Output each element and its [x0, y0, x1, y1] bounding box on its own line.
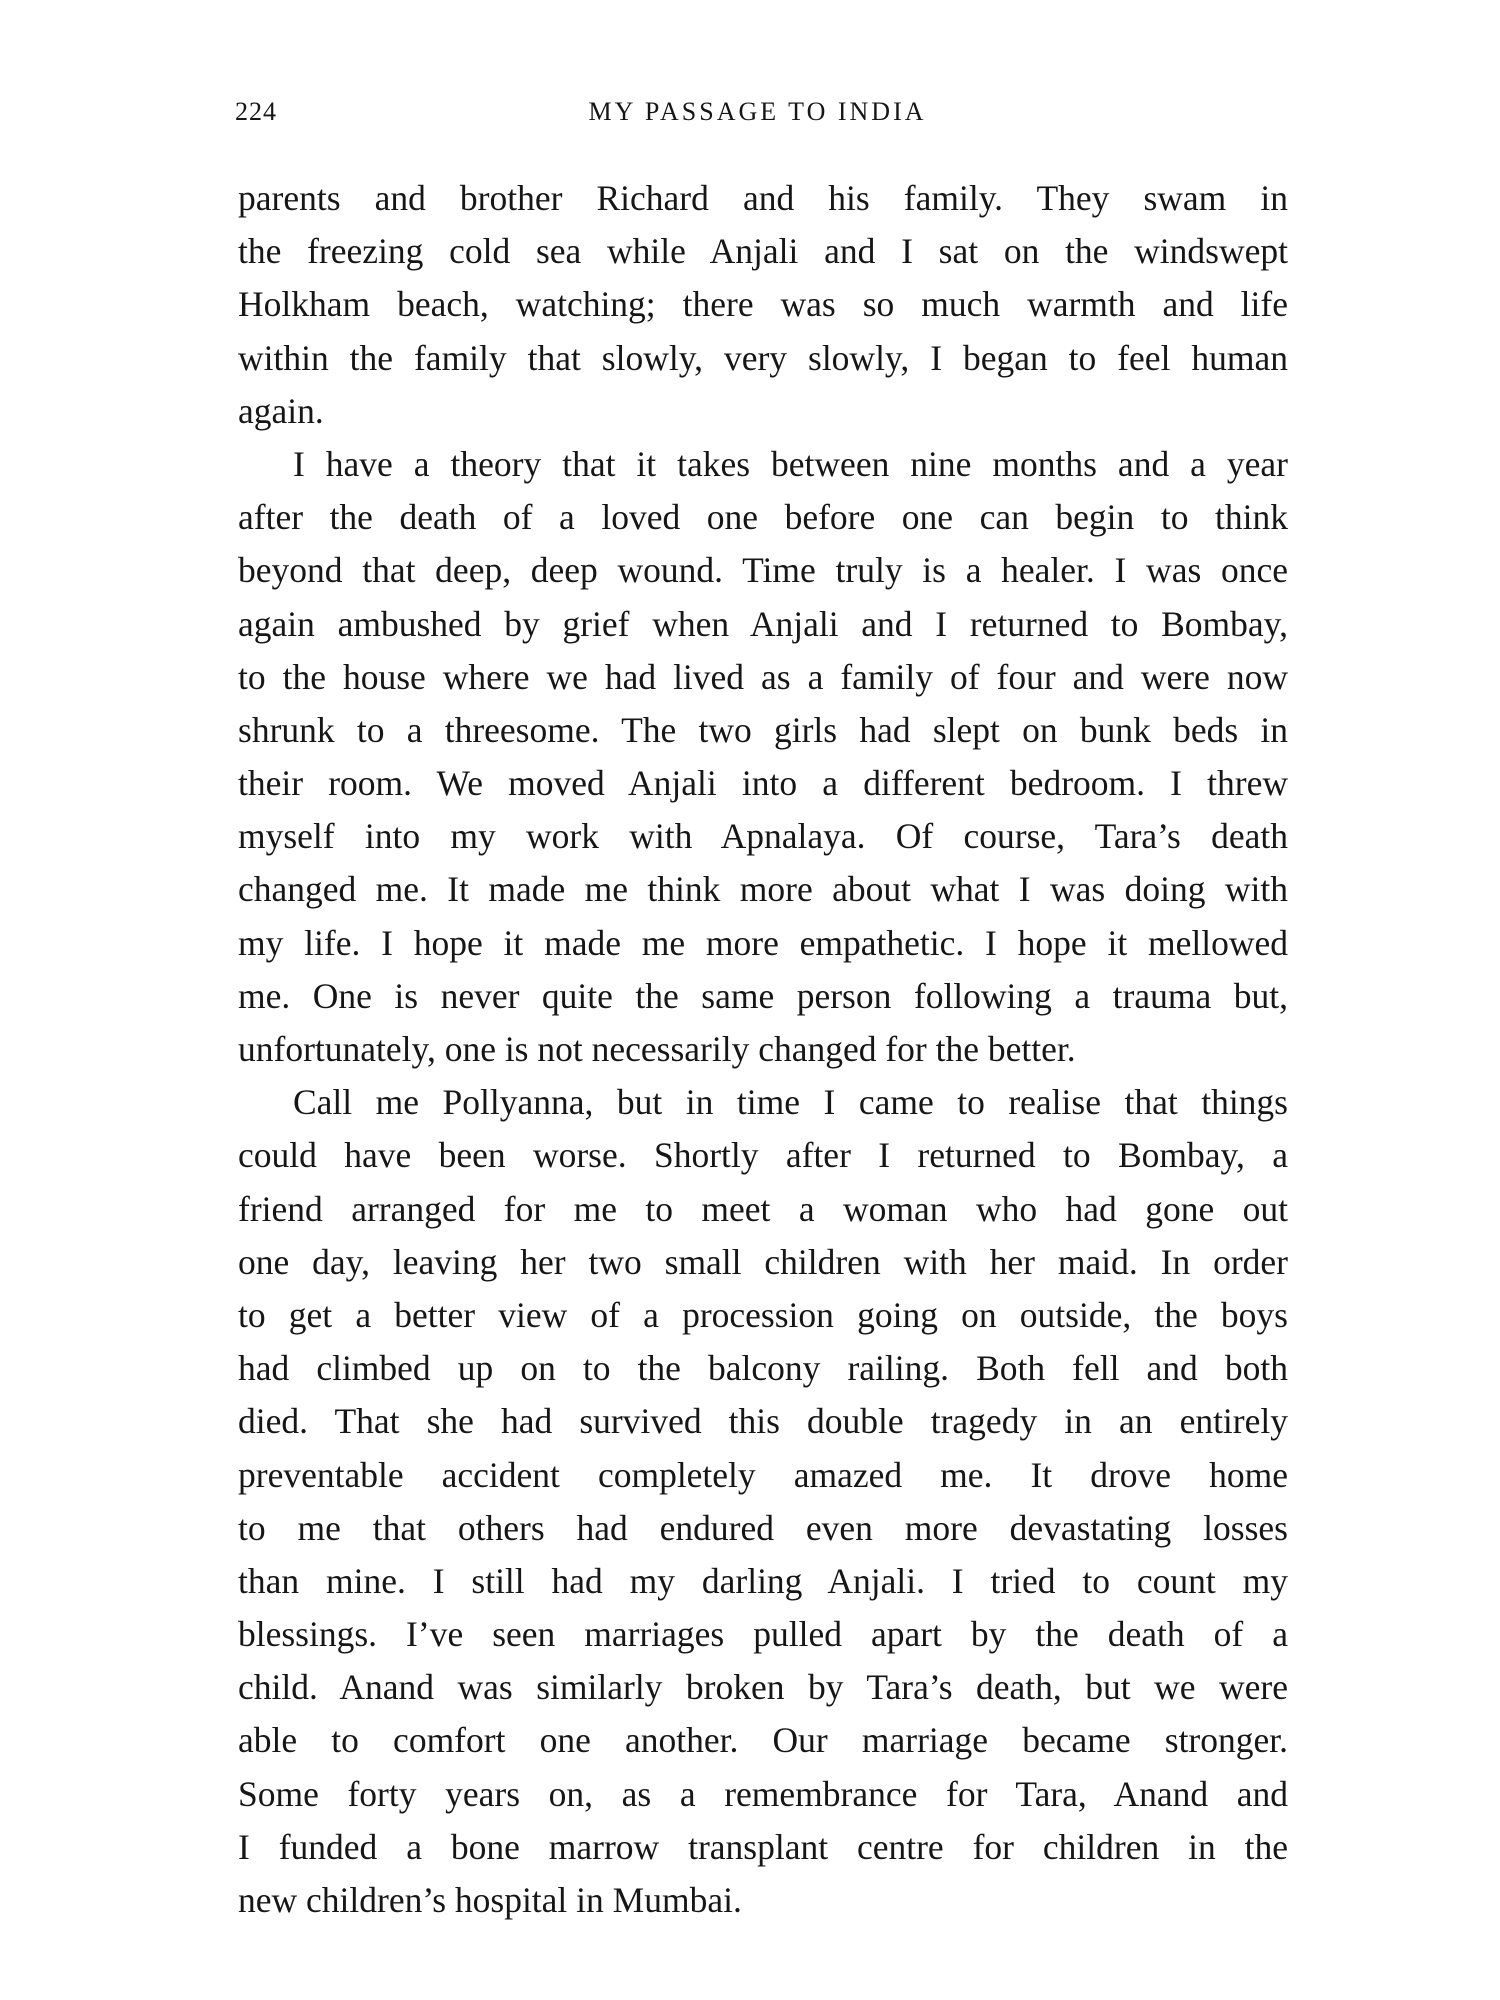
running-head [235, 97, 1280, 133]
text-line: beyond that deep, deep wound. Time truly is a healer. I was once [238, 550, 1288, 591]
text-line: their room. We moved Anjali into a different bedroom. I threw [238, 763, 1288, 804]
text-line: again ambushed by grief when Anjali and I returned to Bombay, [238, 603, 1288, 644]
page-number: 224 [235, 97, 277, 126]
text-line: Holkham beach, watching; there was so much warmth and life [238, 284, 1288, 325]
text-line: within the family that slowly, very slowly, I began to feel human [238, 337, 1288, 378]
paragraph [238, 1076, 1288, 1927]
text-line: preventable accident completely amazed me. It drove home [238, 1454, 1288, 1495]
text-line: new children’s hospital in Mumbai. [238, 1880, 742, 1920]
text-line: to the house where we had lived as a family of four and were now [238, 656, 1288, 697]
text-line: one day, leaving her two small children with her maid. In order [238, 1241, 1288, 1282]
text-line: Some forty years on, as a remembrance for Tara, Anand and [238, 1773, 1288, 1814]
text-line: shrunk to a threesome. The two girls had slept on bunk beds in [238, 709, 1288, 750]
text-line: friend arranged for me to meet a woman who had gone out [238, 1188, 1288, 1229]
text-line: the freezing cold sea while Anjali and I sat on the windswept [238, 231, 1288, 272]
text-line: could have been worse. Shortly after I returned to Bombay, a [238, 1135, 1288, 1176]
text-line: to me that others had endured even more devastating losses [238, 1507, 1288, 1548]
text-line: changed me. It made me think more about what I was doing with [238, 869, 1288, 910]
text-line: blessings. I’ve seen marriages pulled apart by the death of a [238, 1614, 1288, 1655]
text-line: to get a better view of a procession going on outside, the boys [238, 1294, 1288, 1335]
text-line: unfortunately, one is not necessarily changed for the better. [238, 1029, 1076, 1069]
text-line: me. One is never quite the same person following a trauma but, [238, 975, 1288, 1016]
text-line: than mine. I still had my darling Anjali. I tried to count my [238, 1560, 1288, 1601]
text-line: Call me Pollyanna, but in time I came to realise that things [293, 1082, 1288, 1123]
text-line: died. That she had survived this double tragedy in an entirely [238, 1401, 1288, 1442]
paragraph [238, 438, 1288, 1076]
book-title: MY PASSAGE TO INDIA [588, 97, 927, 126]
text-line: I have a theory that it takes between nine months and a year [293, 443, 1288, 484]
paragraph [238, 172, 1288, 438]
text-line: my life. I hope it made me more empathetic. I hope it mellowed [238, 922, 1288, 963]
text-line: after the death of a loved one before one can begin to think [238, 497, 1288, 538]
text-line: child. Anand was similarly broken by Tara’s death, but we were [238, 1667, 1288, 1708]
text-line: again. [238, 390, 324, 431]
text-line: parents and brother Richard and his family. They swam in [238, 178, 1288, 218]
text-line: had climbed up on to the balcony railing. Both fell and both [238, 1348, 1288, 1389]
body-text [238, 172, 1288, 1927]
text-line: myself into my work with Apnalaya. Of course, Tara’s death [238, 816, 1288, 857]
text-line: able to comfort one another. Our marriage became stronger. [238, 1720, 1288, 1761]
text-line: I funded a bone marrow transplant centre for children in the [238, 1826, 1288, 1867]
